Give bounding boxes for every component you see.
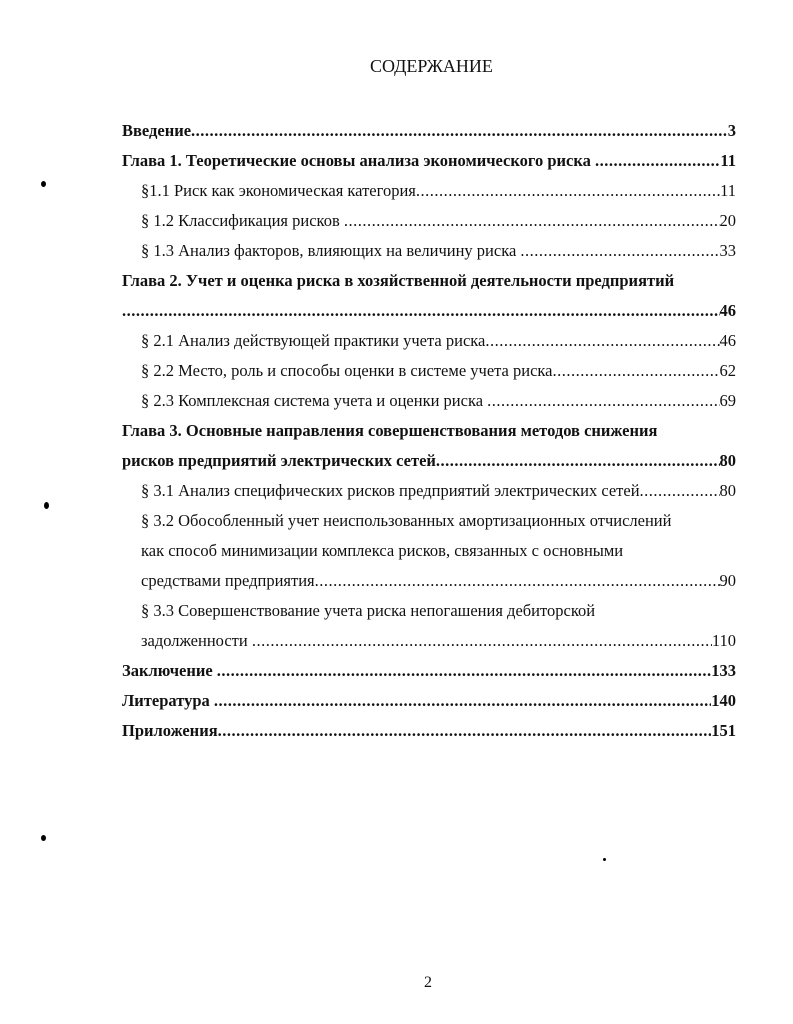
dot-leader [344,206,720,236]
toc-entry [122,416,736,446]
toc-entry-title: § 1.3 Анализ факторов, влияющих на величину риска [141,241,521,260]
toc-entry-title: задолженности [141,631,252,650]
toc-entry [122,656,736,686]
dot-leader [485,326,719,356]
toc-entry-page: 80 [719,481,736,500]
table-of-contents [122,116,736,746]
toc-entry [122,296,736,326]
toc-entry [122,236,736,266]
dot-leader [214,686,711,716]
toc-entry [122,116,736,146]
toc-entry-page: 90 [719,571,736,590]
dot-leader [217,656,711,686]
toc-entry-title: § 3.3 Совершенствование учета риска непогашения дебиторской [141,601,596,620]
dot-leader [252,626,712,656]
toc-entry [122,206,736,236]
dot-leader [315,566,720,596]
toc-entry-title: Глава 1. Теоретические основы анализа экономического риска [122,151,596,170]
toc-entry-page: 46 [719,301,736,320]
toc-entry-page: 11 [720,181,736,200]
dot-leader [218,716,712,746]
toc-entry-title: §1.1 Риск как экономическая категория [141,181,416,200]
toc-entry-page: 11 [720,151,736,170]
toc-entry-title: Введение [122,121,192,140]
toc-entry [122,476,736,506]
toc-entry-title: Заключение [122,661,217,680]
toc-entry-title: рисков предприятий электрических сетей [122,451,436,470]
toc-entry [122,626,736,656]
toc-entry-page: 46 [719,331,736,350]
toc-entry-page: 62 [719,361,736,380]
toc-entry-title: § 3.1 Анализ специфических рисков предприятий электрических сетей [141,481,640,500]
scan-speck [44,502,49,509]
toc-entry-page: 69 [719,391,736,410]
toc-entry-page: 20 [719,211,736,230]
scan-speck [41,835,46,841]
toc-entry-title: как способ минимизации комплекса рисков, связанных с основными [141,541,624,560]
toc-entry-page: 140 [711,691,736,710]
toc-entry [122,386,736,416]
toc-entry [122,326,736,356]
toc-entry [122,176,736,206]
toc-entry [122,566,736,596]
toc-entry-title: § 2.1 Анализ действующей практики учета риска [141,331,486,350]
scan-speck [41,181,46,187]
dot-leader [487,386,719,416]
dot-leader [122,296,720,326]
toc-entry [122,446,736,476]
toc-entry-title: Приложения [122,721,218,740]
toc-entry [122,716,736,746]
toc-entry [122,536,736,566]
toc-entry-title: § 1.2 Классификация рисков [141,211,344,230]
page-title: СОДЕРЖАНИЕ [370,56,493,76]
toc-entry [122,356,736,386]
dot-leader [520,236,719,266]
dot-leader [553,356,720,386]
toc-entry-title: Глава 3. Основные направления совершенствования методов снижения [122,421,658,440]
dot-leader [436,446,720,476]
dot-leader [191,116,728,146]
dot-leader [595,146,720,176]
toc-entry-title: Литература [122,691,214,710]
toc-entry-title: средствами предприятия [141,571,315,590]
dot-leader [640,476,720,506]
toc-entry-title: Глава 2. Учет и оценка риска в хозяйственной деятельности предприятий [122,271,675,290]
toc-entry-page: 33 [719,241,736,260]
page-number: 2 [424,974,432,991]
toc-entry-page: 80 [719,451,736,470]
toc-entry-title: § 2.3 Комплексная система учета и оценки риска [141,391,488,410]
toc-entry [122,686,736,716]
toc-entry [122,506,736,536]
dot-leader [416,176,720,206]
toc-entry-title: § 2.2 Место, роль и способы оценки в системе учета риска [141,361,553,380]
toc-entry-title: § 3.2 Обособленный учет неиспользованных амортизационных отчислений [141,511,672,530]
toc-entry-page: 133 [711,661,736,680]
toc-entry-page: 110 [711,631,736,650]
toc-entry [122,596,736,626]
scan-speck [603,858,606,861]
toc-entry-page: 151 [711,721,736,740]
toc-entry [122,146,736,176]
toc-entry [122,266,736,296]
toc-entry-page: 3 [727,121,736,140]
